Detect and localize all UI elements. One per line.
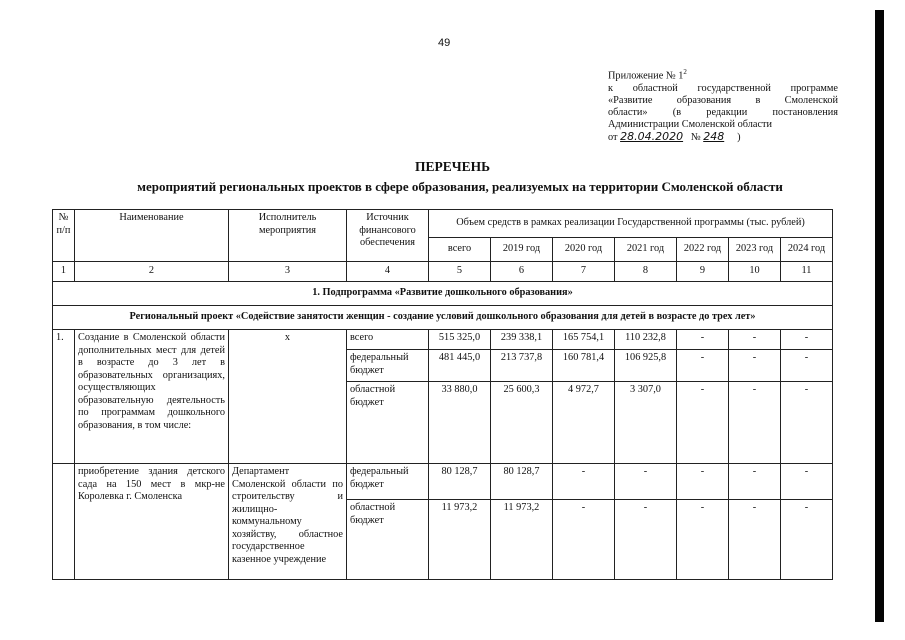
- source-cell: областной бюджет: [347, 382, 429, 464]
- row-number: [53, 464, 75, 580]
- appendix-line-4: области» (в редакции постановления: [608, 107, 838, 119]
- number-prefix: №: [690, 132, 701, 144]
- value-cell: -: [615, 500, 677, 580]
- column-number: 9: [677, 262, 729, 282]
- header-num: № п/п: [53, 210, 75, 262]
- value-cell: 165 754,1: [553, 330, 615, 350]
- value-cell: 110 232,8: [615, 330, 677, 350]
- table-row: [53, 330, 833, 350]
- value-cell: 11 973,2: [491, 500, 553, 580]
- column-number-row: [53, 262, 833, 282]
- value-cell: -: [677, 500, 729, 580]
- appendix-date-line: [608, 131, 838, 144]
- header-year: 2024 год: [781, 238, 833, 262]
- value-cell: -: [729, 382, 781, 464]
- table-row: [53, 464, 833, 500]
- value-cell: 106 925,8: [615, 350, 677, 382]
- appendix-sup: 2: [683, 68, 687, 76]
- value-cell: 25 600,3: [491, 382, 553, 464]
- value-cell: -: [781, 382, 833, 464]
- appendix-title: Приложение № 1: [608, 70, 684, 82]
- value-cell: 481 445,0: [429, 350, 491, 382]
- value-cell: 3 307,0: [615, 382, 677, 464]
- value-cell: -: [781, 464, 833, 500]
- value-cell: -: [615, 464, 677, 500]
- value-cell: -: [729, 350, 781, 382]
- value-cell: 160 781,4: [553, 350, 615, 382]
- column-number: 10: [729, 262, 781, 282]
- value-cell: 80 128,7: [429, 464, 491, 500]
- value-cell: -: [677, 330, 729, 350]
- column-number: 11: [781, 262, 833, 282]
- header-year: 2022 год: [677, 238, 729, 262]
- column-number: 3: [229, 262, 347, 282]
- column-number: 6: [491, 262, 553, 282]
- section-row: [53, 282, 833, 306]
- column-number: 5: [429, 262, 491, 282]
- value-cell: -: [677, 464, 729, 500]
- value-cell: 213 737,8: [491, 350, 553, 382]
- close-paren: ): [737, 132, 741, 144]
- value-cell: -: [729, 330, 781, 350]
- appendix-line-2: к областной государственной программе: [608, 82, 838, 94]
- value-cell: 11 973,2: [429, 500, 491, 580]
- column-number: 8: [615, 262, 677, 282]
- date-prefix: от: [608, 132, 618, 144]
- column-number: 7: [553, 262, 615, 282]
- row-number: 1.: [53, 330, 75, 464]
- value-cell: 515 325,0: [429, 330, 491, 350]
- value-cell: 80 128,7: [491, 464, 553, 500]
- value-cell: -: [677, 382, 729, 464]
- header-executor: Исполнитель мероприятия: [229, 210, 347, 262]
- value-cell: 4 972,7: [553, 382, 615, 464]
- value-cell: -: [553, 500, 615, 580]
- source-cell: всего: [347, 330, 429, 350]
- value-cell: 239 338,1: [491, 330, 553, 350]
- value-cell: -: [781, 350, 833, 382]
- value-cell: -: [729, 464, 781, 500]
- value-cell: -: [677, 350, 729, 382]
- header-year: 2023 год: [729, 238, 781, 262]
- source-cell: федеральный бюджет: [347, 464, 429, 500]
- scan-edge-bar: [875, 10, 884, 622]
- document-subtitle: мероприятий региональных проектов в сфере образования, реализуемых на территории Смоленской области: [137, 179, 783, 194]
- header-year: 2021 год: [615, 238, 677, 262]
- column-number: 4: [347, 262, 429, 282]
- appendix-line-3: «Развитие образования в Смоленской: [608, 94, 838, 106]
- column-number: 2: [75, 262, 229, 282]
- appendix-line-5: Администрации Смоленской области: [608, 119, 773, 131]
- section-title: 1. Подпрограмма «Развитие дошкольного образования»: [53, 282, 833, 306]
- value-cell: -: [729, 500, 781, 580]
- handwritten-number: 248: [703, 130, 725, 144]
- source-cell: областной бюджет: [347, 500, 429, 580]
- header-row-1: [53, 210, 833, 238]
- header-year: 2020 год: [553, 238, 615, 262]
- value-cell: 33 880,0: [429, 382, 491, 464]
- executor-cell: Департамент Смоленской области по строительству и жилищно-коммунальному хозяйству, областное государственное казенное учреждение: [229, 464, 347, 580]
- header-year: всего: [429, 238, 491, 262]
- value-cell: -: [781, 330, 833, 350]
- executor-cell: x: [229, 330, 347, 464]
- measures-table: [52, 209, 833, 580]
- header-name: Наименование: [75, 210, 229, 262]
- value-cell: -: [781, 500, 833, 580]
- document-title: ПЕРЕЧЕНЬ: [414, 159, 491, 174]
- header-year: 2019 год: [491, 238, 553, 262]
- header-volume: Объем средств в рамках реализации Государственной программы (тыс. рублей): [429, 210, 833, 238]
- header-source: Источник финансового обеспечения: [347, 210, 429, 262]
- project-title: Региональный проект «Содействие занятости женщин - создание условий дошкольного образования для детей в возрасте до трех лет»: [53, 306, 833, 330]
- measure-name: приобретение здания детского сада на 150 мест в мкр-не Королевка г. Смоленска: [75, 464, 229, 580]
- source-cell: федеральный бюджет: [347, 350, 429, 382]
- column-number: 1: [53, 262, 75, 282]
- page-number: 49: [438, 37, 451, 49]
- handwritten-date: 28.04.2020: [620, 130, 684, 144]
- measure-name: Создание в Смоленской области дополнительных мест для детей в возрасте до 3 лет в образовательных организациях, осуществляющих образовательную деятельность по программам дошкольного образования, в том числе:: [75, 330, 229, 464]
- project-row: [53, 306, 833, 330]
- appendix-block: [608, 66, 838, 145]
- value-cell: -: [553, 464, 615, 500]
- appendix-line-1: [608, 66, 838, 83]
